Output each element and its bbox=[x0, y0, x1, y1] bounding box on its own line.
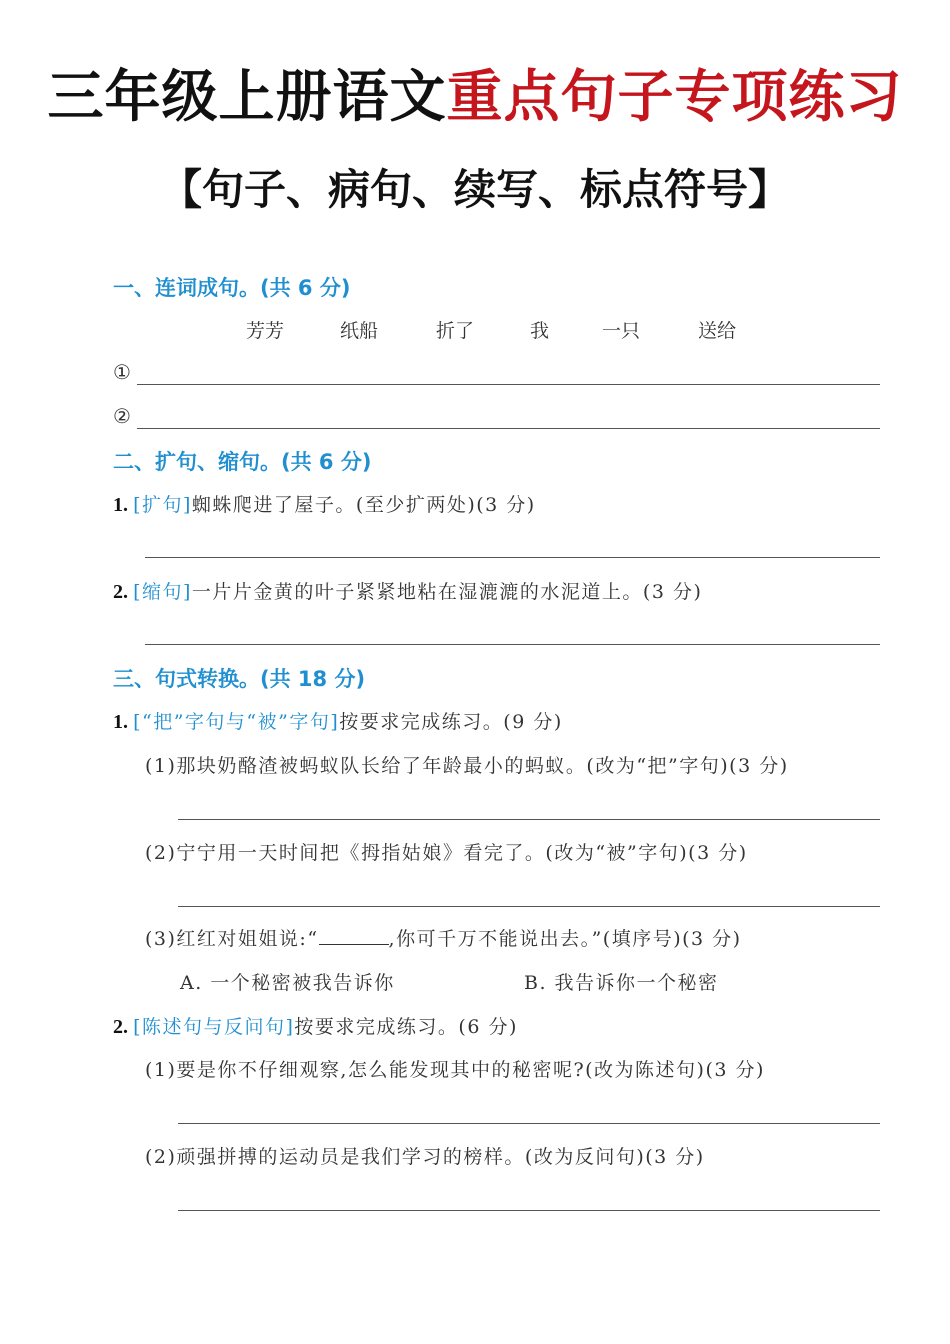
sub-question-3-before: (3)红红对姐姐说:“ bbox=[145, 928, 319, 950]
sub-question-3-after: ,你可千万不能说出去。”(填序号)(3 分) bbox=[388, 928, 742, 950]
answer-line[interactable] bbox=[178, 1210, 880, 1211]
word-item: 送给 bbox=[698, 320, 737, 342]
question-tag: [“把”字句与“被”字句] bbox=[133, 711, 340, 733]
sub-question-2: (2)顽强拼搏的运动员是我们学习的榜样。(改为反问句)(3 分) bbox=[145, 1146, 705, 1168]
sub-question-1: (1)要是你不仔细观察,怎么能发现其中的秘密呢?(改为陈述句)(3 分) bbox=[145, 1059, 765, 1081]
sub-question-3 bbox=[145, 924, 742, 951]
question-2-1 bbox=[113, 490, 536, 517]
answer-line[interactable] bbox=[137, 384, 880, 385]
question-tag: [缩句] bbox=[133, 581, 192, 603]
title-black-part: 三年级上册语文 bbox=[47, 65, 447, 130]
question-2-2 bbox=[113, 577, 702, 604]
word-item: 一只 bbox=[602, 320, 641, 342]
question-number: 1. bbox=[113, 711, 128, 733]
page-title bbox=[0, 58, 950, 138]
answer-marker-1: ① bbox=[113, 360, 131, 384]
answer-line[interactable] bbox=[178, 906, 880, 907]
word-item: 芳芳 bbox=[246, 320, 285, 342]
question-tag: [扩句] bbox=[133, 494, 192, 516]
fill-blank[interactable] bbox=[319, 926, 389, 945]
word-item: 我 bbox=[530, 320, 550, 342]
section2-heading: 二、扩句、缩句。(共 6 分) bbox=[113, 450, 372, 474]
sub-question-2: (2)宁宁用一天时间把《拇指姑娘》看完了。(改为“被”字句)(3 分) bbox=[145, 842, 748, 864]
question-number: 2. bbox=[113, 1016, 128, 1038]
question-text: 一片片金黄的叶子紧紧地粘在湿漉漉的水泥道上。(3 分) bbox=[191, 581, 703, 603]
question-text: 按要求完成练习。(6 分) bbox=[294, 1016, 518, 1038]
question-3-2 bbox=[113, 1012, 518, 1039]
answer-line[interactable] bbox=[145, 557, 880, 558]
question-number: 1. bbox=[113, 494, 128, 516]
answer-line[interactable] bbox=[137, 428, 880, 429]
sub-question-1: (1)那块奶酪渣被蚂蚁队长给了年龄最小的蚂蚁。(改为“把”字句)(3 分) bbox=[145, 755, 789, 777]
question-3-1 bbox=[113, 707, 563, 734]
title-red-part: 重点句子专项练习 bbox=[446, 65, 903, 130]
answer-line[interactable] bbox=[145, 644, 880, 645]
answer-marker-2: ② bbox=[113, 404, 131, 428]
section1-heading: 一、连词成句。(共 6 分) bbox=[113, 276, 351, 300]
answer-line[interactable] bbox=[178, 819, 880, 820]
page-subtitle: 【句子、病句、续写、标点符号】 bbox=[159, 165, 790, 214]
question-text: 蜘蛛爬进了屋子。(至少扩两处)(3 分) bbox=[191, 494, 536, 516]
question-tag: [陈述句与反问句] bbox=[133, 1016, 295, 1038]
question-text: 按要求完成练习。(9 分) bbox=[339, 711, 563, 733]
word-item: 纸船 bbox=[340, 320, 379, 342]
word-item: 折了 bbox=[436, 320, 475, 342]
answer-line[interactable] bbox=[178, 1123, 880, 1124]
section3-heading: 三、句式转换。(共 18 分) bbox=[113, 667, 366, 691]
question-number: 2. bbox=[113, 581, 128, 603]
option-a[interactable]: A. 一个秘密被我告诉你 bbox=[180, 972, 395, 994]
option-b[interactable]: B. 我告诉你一个秘密 bbox=[524, 972, 719, 994]
